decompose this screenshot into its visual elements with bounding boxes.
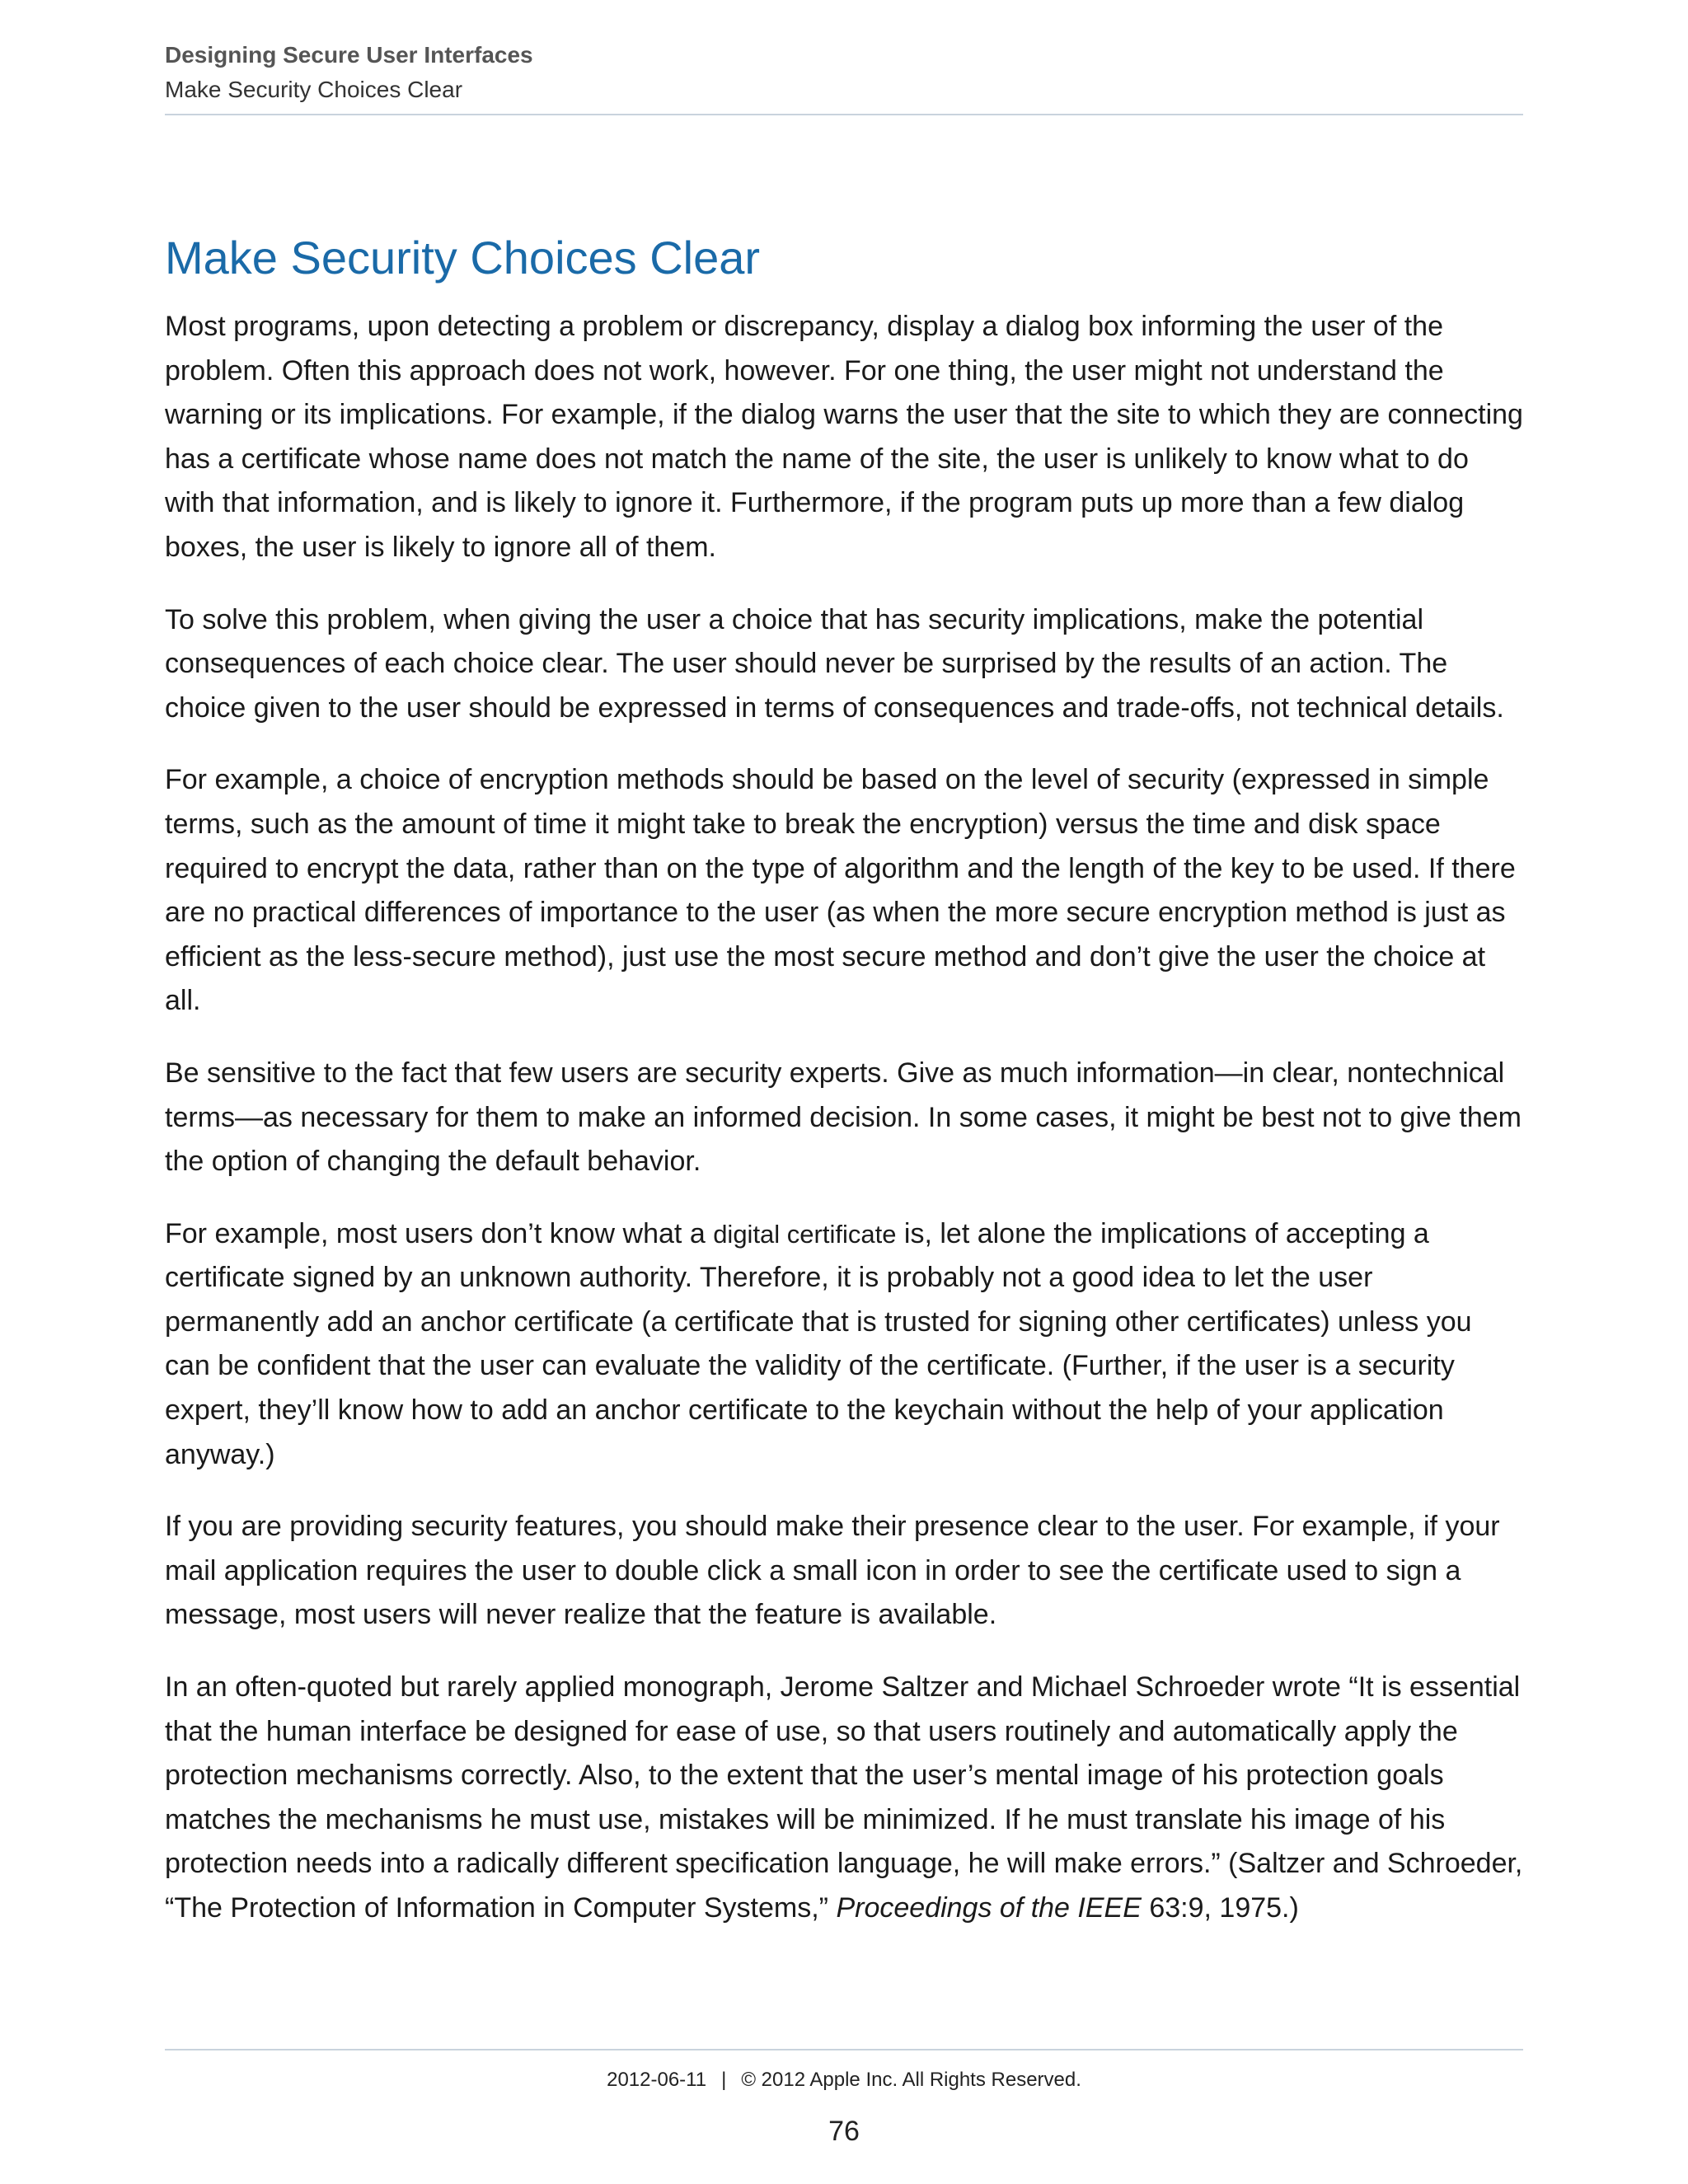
paragraph-7 xyxy=(165,1666,1523,1931)
running-header xyxy=(165,38,1523,107)
paragraph-3: For example, a choice of encryption methods should be based on the level of security (expressed in simple terms, such as the amount of time it might take to break the encryption) versus the time and disk space required to encrypt the data, rather than on the type of algorithm and the length of the key to be used. If there are no practical differences of importance to the user (as when the more secure encryption method is just as efficient as the less-secure method), just use the most secure method and don’t give the user the choice at all. xyxy=(165,764,1516,1017)
digital-certificate-term: digital certificate xyxy=(713,1219,897,1249)
paragraph-7-text-b: 63:9, 1975.) xyxy=(1141,1892,1299,1924)
paragraph-5-text-a: For example, most users don’t know what a xyxy=(165,1217,714,1249)
paragraph-6: If you are providing security features, you should make their presence clear to the user. For example, if your mail application requires the user to double click a small icon in order to see the certificate used to sign a message, most users will never realize that the feature is available. xyxy=(165,1511,1500,1631)
header-section-title: Make Security Choices Clear xyxy=(165,77,463,102)
paragraph-5-text-b: is, let alone the implications of accepting a certificate signed by an unknown authority. Therefore, it is probably not a good idea to let the user permanently add an anchor certificate (a certificate that is trusted for signing other certificates) unless you can be confident that the user can evaluate the validity of the certificate. (Further, if the user is a security expert, they’ll know how to add an anchor certificate to the keychain without the help of your application anyway.) xyxy=(165,1217,1472,1470)
footer-divider xyxy=(165,2049,1523,2050)
paragraph-2: To solve this problem, when giving the user a choice that has security implications, make the potential consequences of each choice clear. The user should never be surprised by the results of an action. The choice given to the user should be expressed in terms of consequences and trade-offs, not technical details. xyxy=(165,603,1504,724)
paragraph-1: Most programs, upon detecting a problem or discrepancy, display a dialog box informing the user of the problem. Often this approach does not work, however. For one thing, the user might not understand the warning or its implications. For example, if the dialog warns the user that the site to which they are connecting has a certificate whose name does not match the name of the site, the user is unlikely to know what to do with that information, and is likely to ignore it. Furthermore, if the program puts up more than a few dialog boxes, the user is likely to ignore all of them. xyxy=(165,311,1523,563)
journal-title: Proceedings of the IEEE xyxy=(836,1892,1142,1924)
footer-copyright: © 2012 Apple Inc. All Rights Reserved. xyxy=(741,2069,1081,2091)
paragraph-4: Be sensitive to the fact that few users are security experts. Give as much information—in clear, nontechnical terms—as necessary for them to make an informed decision. In some cases, it might be best not to give them the option of changing the default behavior. xyxy=(165,1057,1522,1178)
page-footer xyxy=(165,2065,1523,2095)
footer-date: 2012-06-11 xyxy=(607,2069,707,2091)
book-title: Designing Secure User Interfaces xyxy=(165,42,533,68)
footer-separator: | xyxy=(721,2069,727,2091)
page-number: 76 xyxy=(828,2116,860,2147)
main-content xyxy=(165,223,1523,1959)
page-title: Make Security Choices Clear xyxy=(165,232,761,284)
paragraph-5 xyxy=(165,1212,1523,1478)
paragraph-7-text-a: In an often-quoted but rarely applied monograph, Jerome Saltzer and Michael Schroeder wrote “It is essential that the human interface be designed for ease of use, so that users routinely and automatically apply the protection mechanisms correctly. Also, to the extent that the user’s mental image of his protection goals matches the mechanisms he must use, mistakes will be minimized. If he must translate his image of his protection needs into a radically different specification language, he will make errors.” (Saltzer and Schroeder, “The Protection of Information in Computer Systems,” xyxy=(165,1671,1523,1924)
header-divider xyxy=(165,114,1523,115)
